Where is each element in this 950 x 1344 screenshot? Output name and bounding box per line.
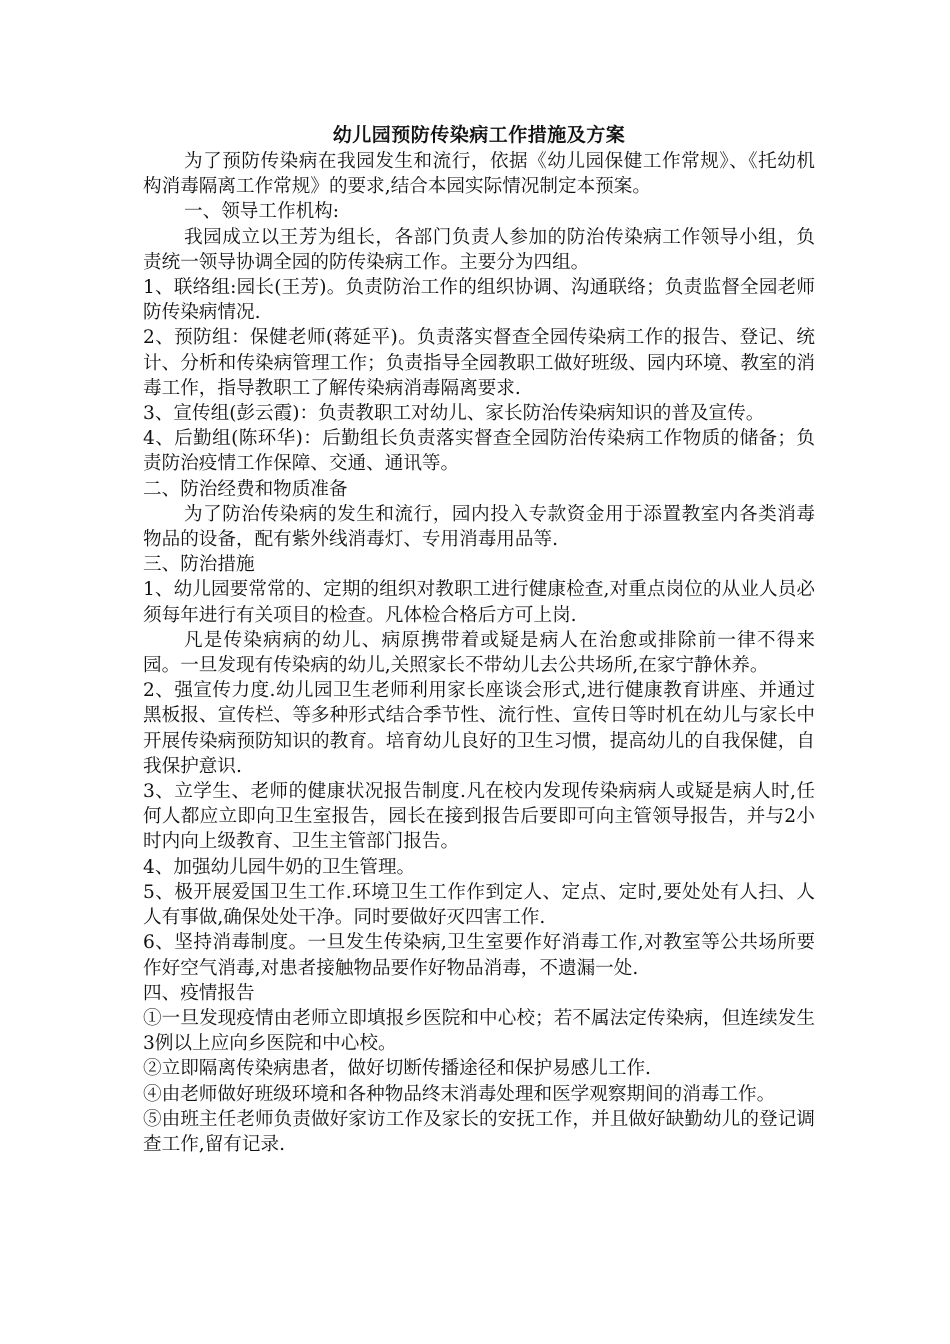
paragraph-report-1: ①一旦发现疫情由老师立即填报乡医院和中心校；若不属法定传染病，但连续发生3例以上应向乡医院和中心校。 xyxy=(143,1007,815,1055)
paragraph-measure-1-detail: 凡是传染病病的幼儿、病原携带着或疑是病人在治愈或排除前一律不得来园。一旦发现有传染病的幼儿,关照家长不带幼儿去公共场所,在家宁静休养。 xyxy=(143,629,815,677)
section-heading-measures: 三、防治措施 xyxy=(143,554,255,576)
paragraph-intro: 为了预防传染病在我园发生和流行，依据《幼儿园保健工作常规》、《托幼机构消毒隔离工作常规》的要求,结合本园实际情况制定本预案。 xyxy=(143,151,815,198)
paragraph-publicity-group: 3、宣传组(彭云霞)：负责教职工对幼儿、家长防治传染病知识的普及宣传。 xyxy=(143,403,765,425)
paragraph-report-4: ④由老师做好班级环境和各种物品终末消毒处理和医学观察期间的消毒工作。 xyxy=(143,1083,776,1105)
paragraph-report-5: ⑤由班主任老师负责做好家访工作及家长的安抚工作，并且做好缺勤幼儿的登记调查工作,留有记录. xyxy=(143,1108,815,1155)
document-page xyxy=(143,122,815,1157)
paragraph-prevention-group: 2、预防组：保健老师(蒋延平)。负责落实督查全园传染病工作的报告、登记、统计、分析和传染病管理工作；负责指导全园教职工做好班级、园内环境、教室的消毒工作，指导教职工了解传染病消毒隔离要求. xyxy=(143,327,815,399)
paragraph-funding: 为了防治传染病的发生和流行，园内投入专款资金用于添置教室内各类消毒物品的设备，配有紫外线消毒灯、专用消毒用品等. xyxy=(143,503,815,551)
paragraph-measure-2: 2、强宣传力度.幼儿园卫生老师利用家长座谈会形式,进行健康教育讲座、并通过黑板报、宣传栏、等多种形式结合季节性、流行性、宣传日等时机在幼儿与家长中开展传染病预防知识的教育。培育幼儿良好的卫生习惯，提高幼儿的自我保健，自我保护意识. xyxy=(143,680,815,777)
paragraph-measure-6: 6、坚持消毒制度。一旦发生传染病,卫生室要作好消毒工作,对教室等公共场所要作好空气消毒,对患者接触物品要作好物品消毒，不遗漏一处. xyxy=(143,932,815,979)
paragraph-liaison-group: 1、联络组:园长(王芳)。负责防治工作的组织协调、沟通联络；负责监督全园老师防传染病情况. xyxy=(143,277,815,324)
paragraph-measure-1: 1、幼儿园要常常的、定期的组织对教职工进行健康检查,对重点岗位的从业人员必须每年进行有关项目的检查。凡体检合格后方可上岗. xyxy=(143,579,815,626)
paragraph-measure-4: 4、加强幼儿园牛奶的卫生管理。 xyxy=(143,856,416,878)
section-heading-leadership: 一、领导工作机构: xyxy=(184,201,340,223)
paragraph-report-2: ②立即隔离传染病患者，做好切断传播途径和保护易感儿工作. xyxy=(143,1058,651,1080)
paragraph-measure-3: 3、立学生、老师的健康状况报告制度.凡在校内发现传染病病人或疑是病人时,任何人都应立即向卫生室报告，园长在接到报告后要即可向主管领导报告，并与2小时内向上级教育、卫生主管部门报告。 xyxy=(143,781,815,853)
paragraph-logistics-group: 4、后勤组(陈环华)：后勤组长负责落实督查全园防治传染病工作物质的储备；负责防治疫情工作保障、交通、通讯等。 xyxy=(143,428,815,475)
document-title: 幼儿园预防传染病工作措施及方案 xyxy=(332,124,626,146)
section-heading-funding: 二、防治经费和物质准备 xyxy=(143,478,348,500)
paragraph-leadership: 我园成立以王芳为组长，各部门负责人参加的防治传染病工作领导小组，负责统一领导协调全园的防传染病工作。主要分为四组。 xyxy=(143,226,815,273)
document-body xyxy=(143,149,815,1157)
paragraph-measure-5: 5、极开展爱国卫生工作.环境卫生工作作到定人、定点、定时,要处处有人扫、人人有事做,确保处处干净。同时要做好灭四害工作. xyxy=(143,881,815,929)
section-heading-report: 四、疫情报告 xyxy=(143,982,255,1004)
